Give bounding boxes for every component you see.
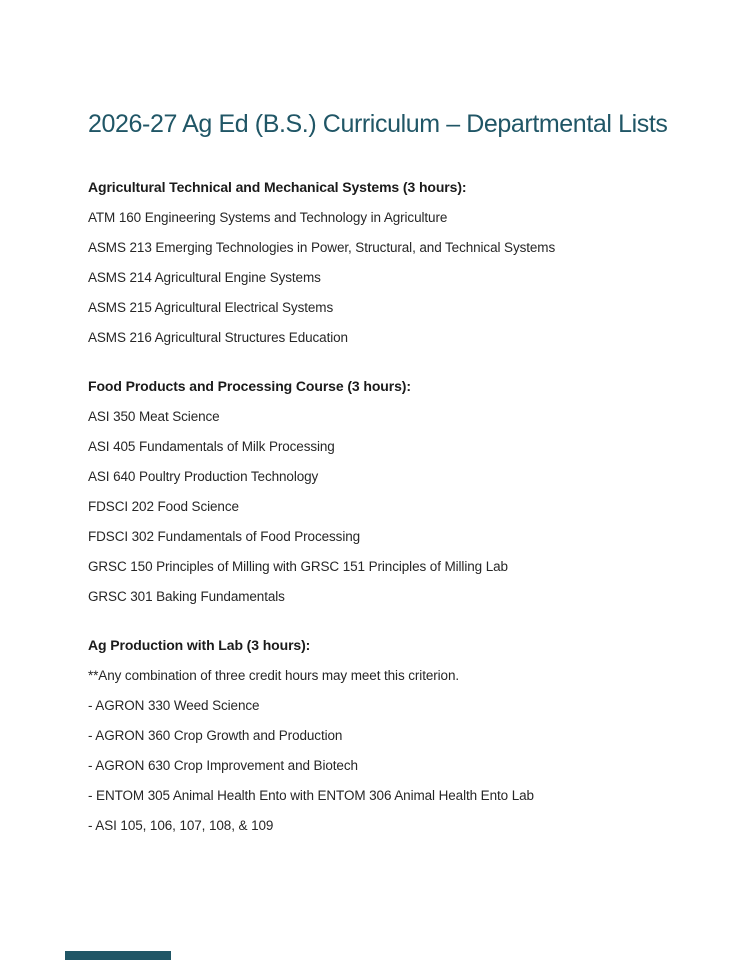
course-line: ASI 640 Poultry Production Technology [88, 469, 319, 484]
course-line: ASI 405 Fundamentals of Milk Processing [88, 439, 335, 454]
curriculum-section [88, 178, 682, 346]
course-line: - AGRON 330 Weed Science [88, 698, 260, 713]
course-line: ASMS 213 Emerging Technologies in Power, Structural, and Technical Systems [88, 240, 556, 255]
course-line: - AGRON 360 Crop Growth and Production [88, 728, 343, 743]
curriculum-section [88, 377, 682, 605]
course-line: ASMS 214 Agricultural Engine Systems [88, 270, 321, 285]
course-line: GRSC 150 Principles of Milling with GRSC 151 Principles of Milling Lab [88, 559, 508, 574]
section-heading: Ag Production with Lab (3 hours): [88, 637, 311, 653]
course-line: FDSCI 302 Fundamentals of Food Processing [88, 529, 361, 544]
course-line: - ENTOM 305 Animal Health Ento with ENTOM 306 Animal Health Ento Lab [88, 788, 534, 803]
section-heading: Food Products and Processing Course (3 hours): [88, 378, 411, 394]
section-heading: Agricultural Technical and Mechanical Systems (3 hours): [88, 179, 467, 195]
sections [88, 178, 682, 834]
course-line: ASI 350 Meat Science [88, 409, 220, 424]
course-line: FDSCI 202 Food Science [88, 499, 239, 514]
course-line: GRSC 301 Baking Fundamentals [88, 589, 285, 604]
section-items [88, 408, 682, 605]
section-items [88, 209, 682, 346]
course-line: - AGRON 630 Crop Improvement and Biotech [88, 758, 358, 773]
course-line: - ASI 105, 106, 107, 108, & 109 [88, 818, 274, 833]
section-items [88, 667, 682, 834]
page-title: 2026-27 Ag Ed (B.S.) Curriculum – Departmental Lists [88, 110, 668, 138]
course-line: **Any combination of three credit hours may meet this criterion. [88, 668, 460, 683]
course-line: ASMS 215 Agricultural Electrical Systems [88, 300, 334, 315]
curriculum-section [88, 636, 682, 834]
next-page-heading-sliver [65, 951, 171, 960]
course-line: ATM 160 Engineering Systems and Technology in Agriculture [88, 210, 448, 225]
course-line: ASMS 216 Agricultural Structures Education [88, 330, 348, 345]
